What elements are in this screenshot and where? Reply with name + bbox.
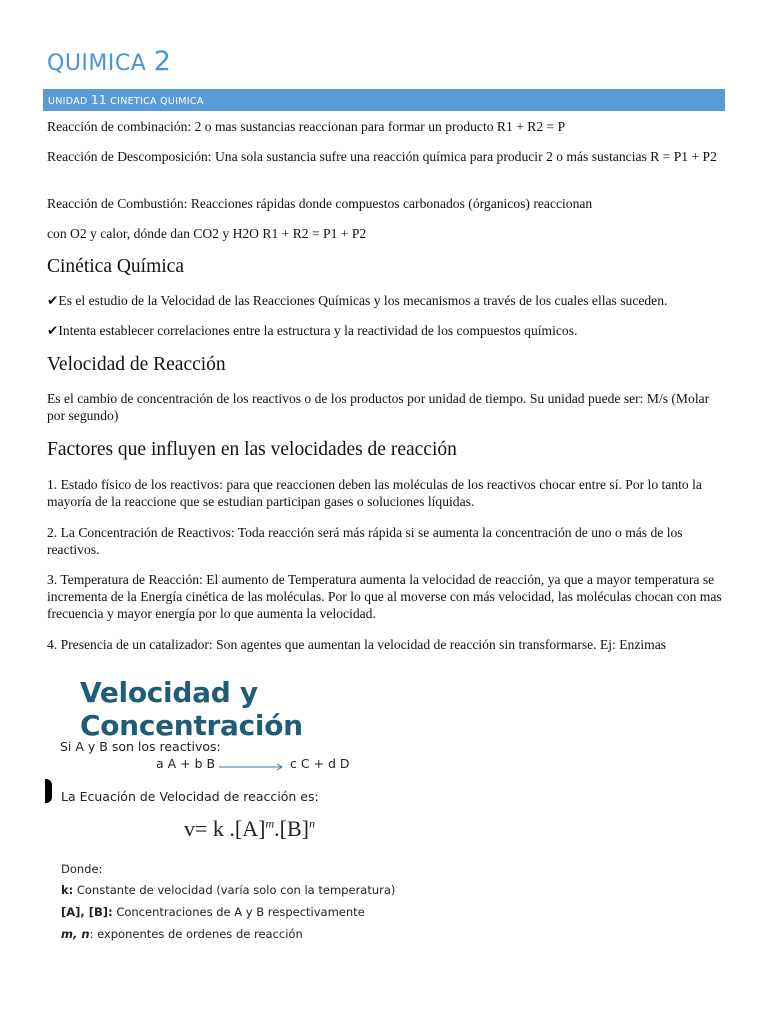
- embedded-slide-image: [44, 666, 484, 956]
- factor-item: 4. Presencia de un catalizador: Son agentes que aumentan la velocidad de reacción sin transformarse. Ej: Enzimas: [47, 637, 667, 652]
- cinetica-bullet: ✔Intenta establecer correlaciones entre la estructura y la reactividad de los compuestos químicos.: [47, 323, 578, 338]
- equation-main: v= k .[A]: [184, 816, 266, 841]
- rate-equation: [184, 816, 315, 842]
- legend-desc: Constante de velocidad (varía solo con la temperatura): [73, 883, 396, 897]
- slide-reactivos-label: Si A y B son los reactivos:: [60, 739, 221, 754]
- factor-item: 1. Estado físico de los reactivos: para que reaccionen deben las moléculas de los reactivos chocar entre sí. Por lo tanto la mayoría de la reaccione que se estudian participan gases o soluciones líquidas.: [47, 477, 702, 509]
- unit-prefix: UNIDAD: [48, 96, 88, 107]
- document-title: [47, 46, 171, 77]
- cinetica-bullet: ✔Es el estudio de la Velocidad de las Reacciones Químicas y los mecanismos a través de los cuales ellas suceden.: [47, 293, 668, 308]
- slide-donde: Donde:: [61, 862, 103, 876]
- legend-term: m, n: [61, 927, 90, 941]
- equation-mid: .[B]: [274, 816, 309, 841]
- legend-term: k:: [61, 883, 74, 897]
- legend-term: [A], [B]:: [61, 905, 113, 919]
- intro-combinacion: Reacción de combinación: 2 o mas sustancias reaccionan para formar un producto R1 + R2 = P: [47, 119, 566, 134]
- exponent-n: n: [308, 816, 315, 831]
- legend-desc: Concentraciones de A y B respectivamente: [112, 905, 365, 919]
- factor-item: 3. Temperatura de Reacción: El aumento de Temperatura aumenta la velocidad de reacción, ya que a mayor temperatura se incrementa de la Energía cinética de las moléculas. Por lo que al moverse con más velocidad, las moléculas chocan con mas frecuencia y mayor energía por lo que aumenta la velocidad.: [47, 572, 722, 621]
- velocidad-text: Es el cambio de concentración de los reactivos o de los productos por unidad de tiempo. Su unidad puede ser: M/s (Molar por segundo): [47, 391, 710, 423]
- slide-title: Velocidad y Concentración: [80, 676, 303, 742]
- intro-descomposicion: Reacción de Descomposición: Una sola sustancia sufre una reacción química para producir 2 o más sustancias R = P1 + P2: [47, 149, 717, 164]
- heading-cinetica: Cinética Química: [47, 256, 184, 277]
- unit-topic: CINETICA QUIMICA: [110, 96, 204, 107]
- title-number: 2: [153, 46, 172, 77]
- legend-concentraciones: [61, 905, 365, 919]
- bullet-marker-icon: [45, 779, 52, 803]
- intro-combustion: Reacción de Combustión: Reacciones rápidas donde compuestos carbonados (órganicos) reaccionan: [47, 196, 593, 211]
- exponent-m: m: [265, 816, 275, 831]
- unit-banner: [43, 89, 725, 111]
- intro-combustion-cont: con O2 y calor, dónde dan CO2 y H2O R1 + R2 = P1 + P2: [47, 226, 367, 241]
- slide-equation-label: La Ecuación de Velocidad de reacción es:: [61, 789, 319, 804]
- factor-item: 2. La Concentración de Reactivos: Toda reacción será más rápida si se aumenta la concentración de uno o más de los reactivos.: [47, 525, 683, 557]
- slide-reaction-right: c C + d D: [290, 756, 350, 771]
- heading-velocidad: Velocidad de Reacción: [47, 354, 226, 375]
- title-word: QUIMICA: [47, 51, 147, 76]
- legend-k: [61, 883, 395, 897]
- legend-desc: : exponentes de ordenes de reacción: [89, 927, 303, 941]
- unit-number: 11: [90, 93, 107, 107]
- reaction-arrow-icon: [219, 763, 285, 771]
- legend-exponents: [61, 927, 303, 941]
- heading-factores: Factores que influyen en las velocidades de reacción: [47, 439, 457, 460]
- slide-reaction-left: a A + b B: [156, 756, 216, 771]
